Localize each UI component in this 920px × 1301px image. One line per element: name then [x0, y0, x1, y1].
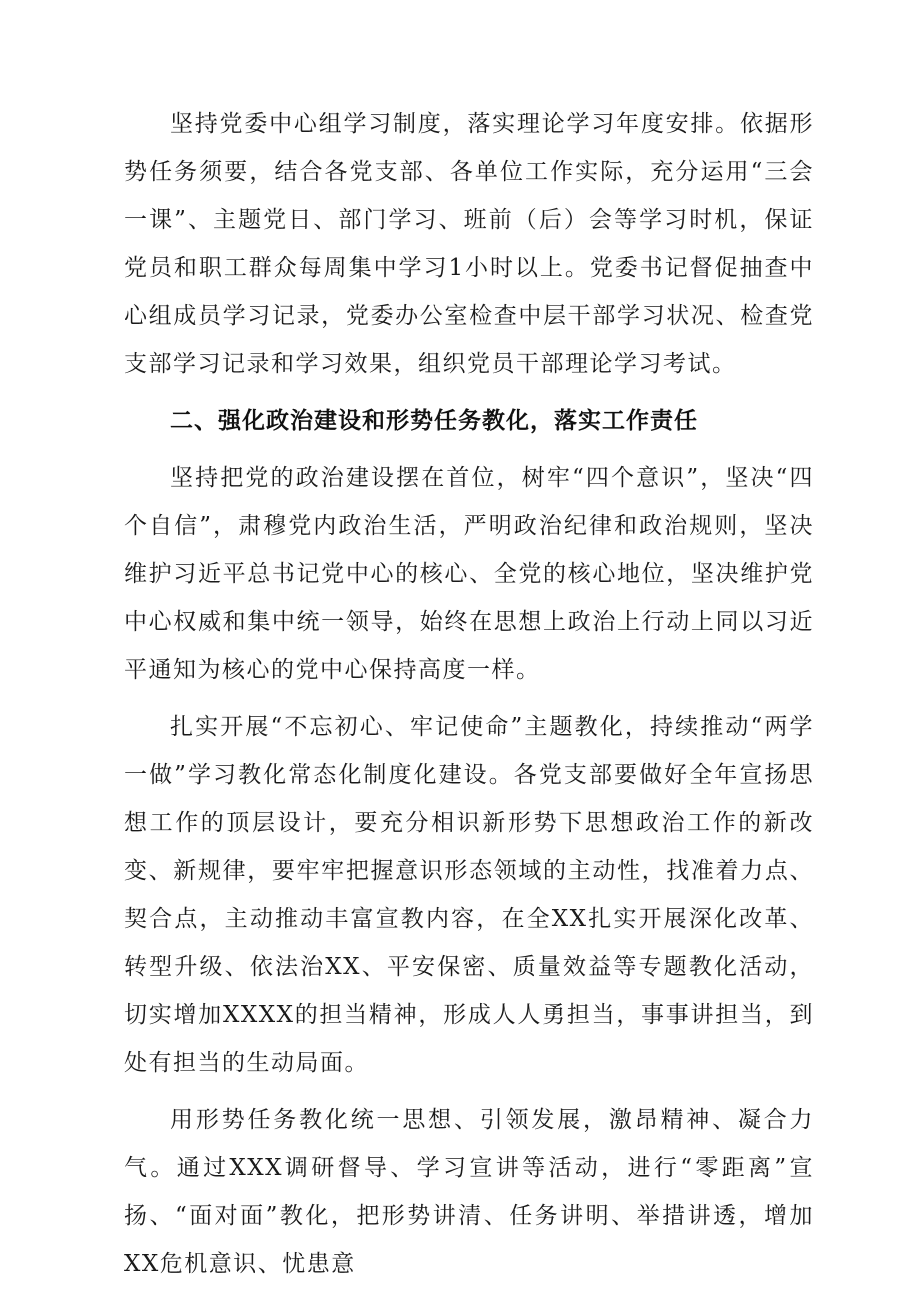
- paragraph-study-system: 坚持党委中心组学习制度，落实理论学习年度安排。依据形势任务须要，结合各党支部、各单位工作实际，充分运用“三会一课”、主题党日、部门学习、班前（后）会等学习时机，保证党员和职工群众每周集中学习1小时以上。党委书记督促抽查中心组成员学习记录，党委办公室检查中层干部学习状况、检查党支部学习记录和学习效果，组织党员干部理论学习考试。: [124, 111, 814, 377]
- paragraph-theme-education: 扎实开展“不忘初心、牢记使命”主题教化，持续推动“两学一做”学习教化常态化制度化建设。各党支部要做好全年宣扬思想工作的顶层设计，要充分相识新形势下思想政治工作的新改变、新规律，要牢牢把握意识形态领域的主动性，找准着力点、契合点，主动推动丰富宣教内容，在全XX扎实开展深化改革、转型升级、依法治XX、平安保密、质量效益等专题教化活动，切实增加XXXX的担当精神，形成人人勇担当，事事讲担当，到处有担当的生动局面。: [124, 714, 814, 1076]
- document-body: [124, 100, 814, 1288]
- paragraph-situation-education: 用形势任务教化统一思想、引领发展，激昂精神、凝合力气。通过XXX调研督导、学习宣讲等活动，进行“零距离”宣扬、“面对面”教化，把形势讲清、任务讲明、举措讲透，增加XX危机意识、忧患意: [124, 1107, 814, 1277]
- paragraph-political-building: 坚持把党的政治建设摆在首位，树牢“四个意识”，坚决“四个自信”，肃穆党内政治生活，严明政治纪律和政治规则，坚决维护习近平总书记党中心的核心、全党的核心地位，坚决维护党中心权威和集中统一领导，始终在思想上政治上行动上同以习近平通知为核心的党中心保持高度一样。: [124, 465, 814, 683]
- section-heading-2: 二、强化政治建设和形势任务教化，落实工作责任: [170, 408, 698, 434]
